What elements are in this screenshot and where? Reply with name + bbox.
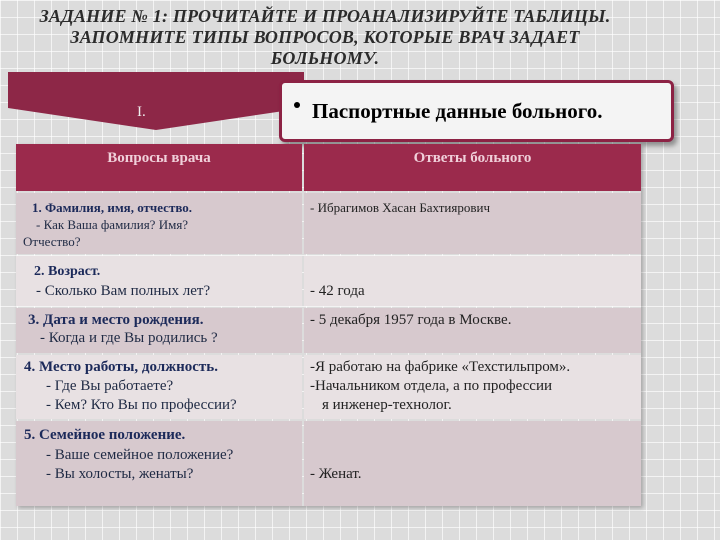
- title-line-1: ЗАДАНИЕ № 1: ПРОЧИТАЙТЕ И ПРОАНАЛИЗИРУЙТЕ ТАБЛИЦЫ.: [39, 6, 611, 26]
- header-cell-answers: Ответы больного: [304, 144, 641, 191]
- section-heading: Паспортные данные больного.: [312, 99, 603, 123]
- answer-line: - 5 декабря 1957 года в Москве.: [310, 312, 512, 328]
- question-line: - Ваше семейное положение?: [46, 447, 234, 463]
- answer-line: -Я работаю на фабрике «Техстильпром».: [310, 359, 571, 375]
- question-title: 3. Дата и место рождения.: [28, 312, 204, 328]
- section-chevron-shape: [8, 72, 304, 142]
- questions-table: [16, 144, 641, 506]
- answer-line: -Начальником отдела, а по профессии: [310, 378, 553, 394]
- question-title: 2. Возраст.: [34, 264, 101, 279]
- answer-cell: [304, 421, 641, 506]
- table-row: [16, 256, 641, 306]
- question-title: 1. Фамилия, имя, отчество.: [32, 200, 193, 215]
- table-row: [16, 355, 641, 419]
- header-cell-questions: Вопросы врача: [16, 144, 302, 191]
- answer-line: - Женат.: [310, 466, 362, 482]
- answer-cell: [304, 308, 641, 353]
- question-cell: [16, 256, 302, 306]
- question-line: - Вы холосты, женаты?: [46, 466, 194, 482]
- table-row: [16, 193, 641, 254]
- question-cell: [16, 421, 302, 506]
- question-cell: [16, 355, 302, 419]
- answer-line: я инженер-технолог.: [322, 397, 452, 413]
- question-line: - Кем? Кто Вы по профессии?: [46, 397, 237, 413]
- answer-cell: [304, 193, 641, 254]
- answer-line: - 42 года: [310, 283, 365, 299]
- question-title: 4. Место работы, должность.: [24, 359, 218, 375]
- question-cell: [16, 308, 302, 353]
- question-line: - Где Вы работаете?: [46, 378, 174, 394]
- question-line: - Сколько Вам полных лет?: [36, 283, 211, 299]
- title-line-3: БОЛЬНОМУ.: [270, 48, 380, 68]
- question-cell: [16, 193, 302, 254]
- table-row: [16, 421, 641, 506]
- table-row: [16, 308, 641, 353]
- question-line: - Как Ваша фамилия? Имя?: [36, 217, 189, 232]
- question-line: Отчество?: [23, 234, 81, 249]
- table-header-row: [16, 144, 641, 191]
- answer-cell: [304, 355, 641, 419]
- answer-line: - Ибрагимов Хасан Бахтиярович: [310, 200, 490, 215]
- title-line-2: ЗАПОМНИТЕ ТИПЫ ВОПРОСОВ, КОТОРЫЕ ВРАЧ ЗАДАЕТ: [70, 27, 580, 47]
- section-heading-box: [279, 80, 674, 142]
- question-line: - Когда и где Вы родились ?: [40, 330, 218, 346]
- bullet-icon: [294, 102, 300, 108]
- section-number: I.: [137, 104, 146, 120]
- question-title: 5. Семейное положение.: [24, 427, 186, 443]
- answer-cell: [304, 256, 641, 306]
- page-title: [0, 6, 650, 69]
